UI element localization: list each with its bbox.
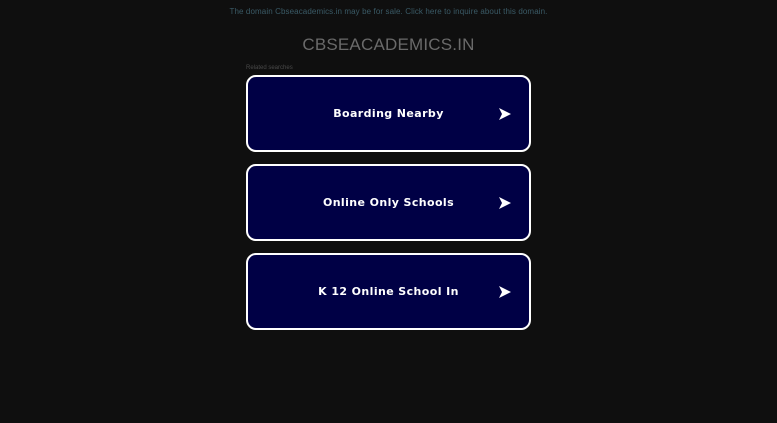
site-title: CBSEACADEMICS.IN — [302, 35, 475, 54]
related-searches-list — [246, 75, 531, 342]
related-search-k12-online-school[interactable] — [246, 253, 531, 330]
inquire-link[interactable]: Click here to inquire about this domain. — [405, 7, 548, 16]
related-searches-label: Related searches — [246, 65, 293, 71]
arrow-right-icon — [499, 197, 511, 209]
related-search-label: Boarding Nearby — [333, 107, 444, 120]
related-search-online-only-schools[interactable] — [246, 164, 531, 241]
related-search-boarding-nearby[interactable] — [246, 75, 531, 152]
arrow-right-icon — [499, 108, 511, 120]
related-search-label: K 12 Online School In — [318, 285, 459, 298]
arrow-right-icon — [499, 286, 511, 298]
related-search-label: Online Only Schools — [322, 196, 455, 209]
banner-text: The domain Cbseacademics.in may be for sale. — [229, 7, 403, 16]
domain-sale-banner — [0, 7, 777, 16]
